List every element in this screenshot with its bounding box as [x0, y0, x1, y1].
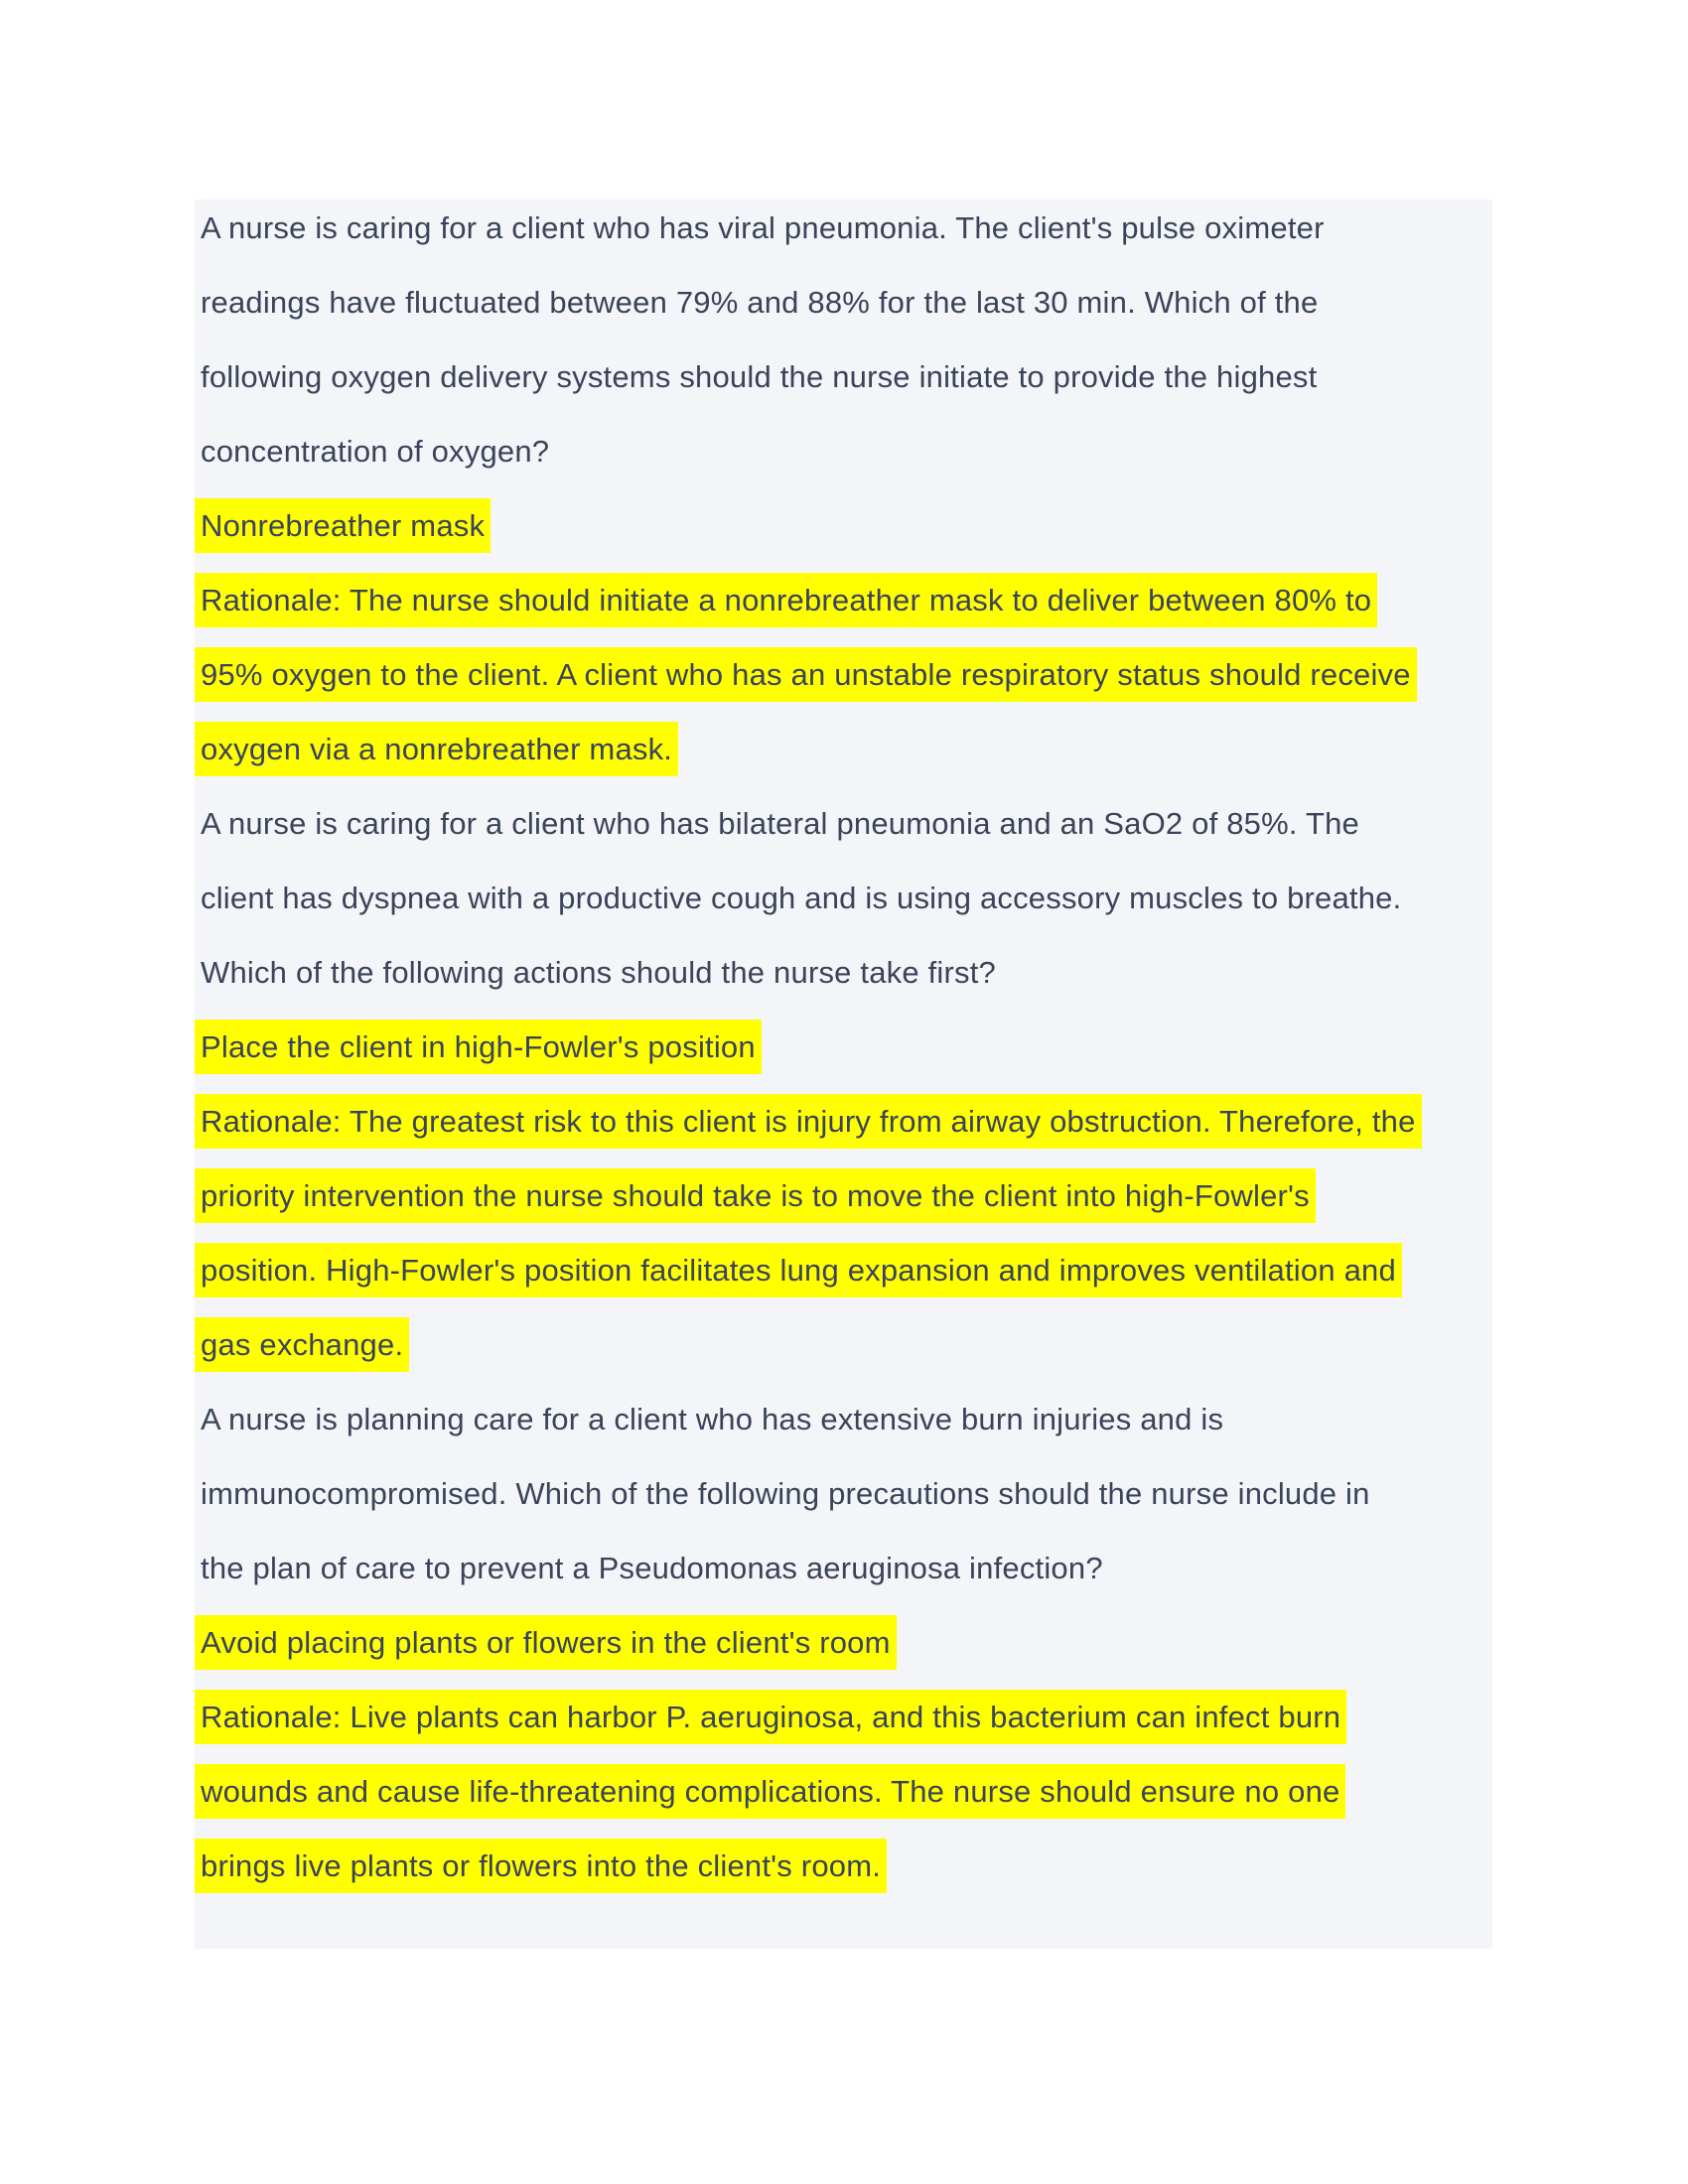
text-line [195, 1620, 1492, 1665]
text-line [195, 280, 1492, 325]
text-run: concentration of oxygen? [201, 434, 550, 469]
highlighted-text: oxygen via a nonrebreather mask. [195, 722, 678, 776]
text-run: immunocompromised. Which of the following precautions should the nurse include in [201, 1476, 1370, 1511]
text-run: the plan of care to prevent a Pseudomonas aeruginosa infection? [201, 1551, 1103, 1585]
text-line [195, 727, 1492, 771]
highlighted-text: brings live plants or flowers into the client's room. [195, 1839, 887, 1893]
highlighted-text: Place the client in high-Fowler's position [195, 1020, 762, 1074]
text-run: A nurse is planning care for a client who has extensive burn injuries and is [201, 1402, 1224, 1436]
text-line [195, 1248, 1492, 1293]
highlighted-text: wounds and cause life-threatening complications. The nurse should ensure no one [195, 1764, 1345, 1819]
text-line [195, 1695, 1492, 1739]
text-run: A nurse is caring for a client who has bilateral pneumonia and an SaO2 of 85%. The [201, 806, 1359, 841]
text-line [195, 503, 1492, 548]
text-line [195, 205, 1492, 250]
text-run: Which of the following actions should the nurse take first? [201, 955, 996, 990]
text-line [195, 1843, 1492, 1888]
highlighted-text: Rationale: The nurse should initiate a nonrebreather mask to deliver between 80% to [195, 573, 1377, 627]
text-line [195, 578, 1492, 622]
text-line [195, 950, 1492, 995]
highlighted-text: gas exchange. [195, 1317, 409, 1372]
text-line [195, 876, 1492, 920]
highlighted-text: Rationale: The greatest risk to this client is injury from airway obstruction. Therefore, the [195, 1094, 1422, 1149]
text-line [195, 1173, 1492, 1218]
text-line [195, 1397, 1492, 1441]
text-line [195, 429, 1492, 474]
text-line [195, 354, 1492, 399]
text-line [195, 1471, 1492, 1516]
highlighted-text: position. High-Fowler's position facilitates lung expansion and improves ventilation and [195, 1243, 1402, 1297]
text-line [195, 1024, 1492, 1069]
text-line [195, 1769, 1492, 1814]
text-run: A nurse is caring for a client who has viral pneumonia. The client's pulse oximeter [201, 210, 1325, 245]
text-run: readings have fluctuated between 79% and 88% for the last 30 min. Which of the [201, 285, 1319, 320]
highlighted-text: Nonrebreather mask [195, 498, 491, 553]
text-run: client has dyspnea with a productive cough and is using accessory muscles to breathe. [201, 881, 1402, 915]
text-line [195, 801, 1492, 846]
text-line [195, 1546, 1492, 1590]
highlighted-text: 95% oxygen to the client. A client who has an unstable respiratory status should receive [195, 647, 1417, 702]
text-line [195, 1099, 1492, 1144]
highlighted-text: Avoid placing plants or flowers in the client's room [195, 1615, 897, 1670]
text-run: following oxygen delivery systems should the nurse initiate to provide the highest [201, 359, 1318, 394]
document-text-block [195, 200, 1492, 1949]
text-line [195, 1322, 1492, 1367]
highlighted-text: Rationale: Live plants can harbor P. aeruginosa, and this bacterium can infect burn [195, 1690, 1346, 1744]
highlighted-text: priority intervention the nurse should take is to move the client into high-Fowler's [195, 1168, 1316, 1223]
text-line [195, 652, 1492, 697]
